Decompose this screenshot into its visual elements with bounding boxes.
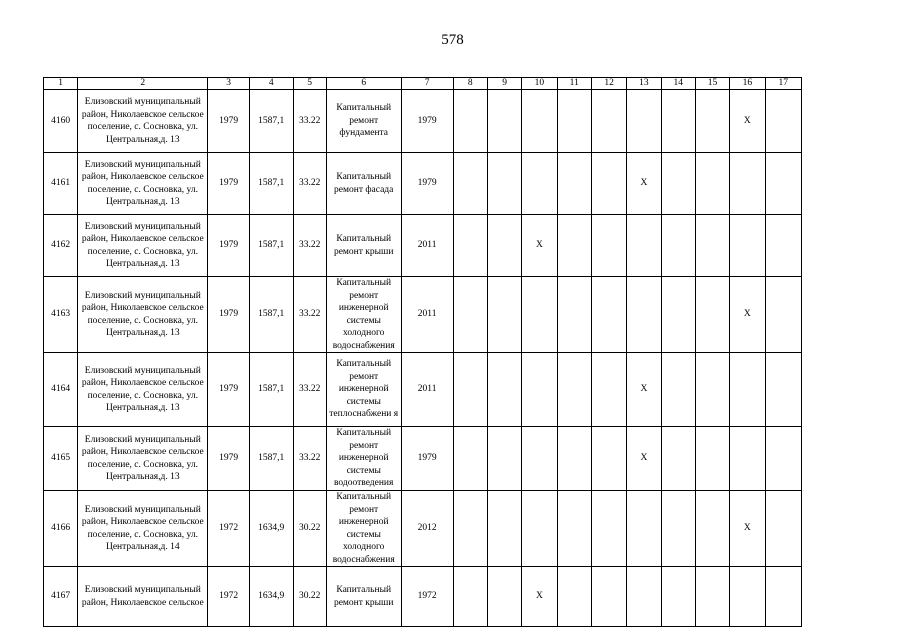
table-row bbox=[44, 353, 802, 427]
cell-last-repair-year: 2012 bbox=[401, 491, 453, 567]
cell-col-9 bbox=[487, 277, 521, 353]
table-row bbox=[44, 491, 802, 567]
cell-col-8 bbox=[453, 353, 487, 427]
column-header-13: 13 bbox=[627, 78, 661, 90]
cell-last-repair-year: 1979 bbox=[401, 153, 453, 215]
cell-wear-percent: 33.22 bbox=[293, 353, 326, 427]
cell-wear-percent: 30.22 bbox=[293, 567, 326, 627]
cell-col-9 bbox=[487, 491, 521, 567]
cell-col-17 bbox=[765, 353, 801, 427]
cell-col-10 bbox=[522, 353, 557, 427]
cell-col-17 bbox=[765, 277, 801, 353]
cell-row-number: 4161 bbox=[44, 153, 78, 215]
cell-col-10 bbox=[522, 427, 557, 491]
cell-col-12 bbox=[591, 491, 626, 567]
cell-total-area: 1587,1 bbox=[249, 277, 293, 353]
cell-last-repair-year: 2011 bbox=[401, 215, 453, 277]
cell-work-type: Капитальный ремонт инженерной системы теплоснабжени я bbox=[326, 353, 401, 427]
repair-register-table bbox=[43, 77, 802, 627]
cell-col-13 bbox=[627, 90, 661, 153]
cell-col-14 bbox=[661, 277, 695, 353]
cell-col-17 bbox=[765, 215, 801, 277]
table-body bbox=[44, 78, 802, 627]
cell-col-15 bbox=[695, 427, 729, 491]
cell-col-8 bbox=[453, 491, 487, 567]
cell-row-number: 4166 bbox=[44, 491, 78, 567]
cell-col-13 bbox=[627, 215, 661, 277]
column-header-1: 1 bbox=[44, 78, 78, 90]
cell-col-10 bbox=[522, 277, 557, 353]
cell-col-15 bbox=[695, 90, 729, 153]
cell-col-11 bbox=[557, 567, 591, 627]
cell-address: Елизовский муниципальный район, Николаевское сельское поселение, с. Сосновка, ул. Центральная,д. 13 bbox=[78, 215, 208, 277]
cell-col-15 bbox=[695, 567, 729, 627]
cell-wear-percent: 33.22 bbox=[293, 277, 326, 353]
cell-col-12 bbox=[591, 567, 626, 627]
cell-col-14 bbox=[661, 90, 695, 153]
cell-address: Елизовский муниципальный район, Николаевское сельское поселение, с. Сосновка, ул. Центральная,д. 13 bbox=[78, 427, 208, 491]
cell-col-16: Х bbox=[730, 90, 765, 153]
cell-col-12 bbox=[591, 427, 626, 491]
cell-col-15 bbox=[695, 277, 729, 353]
cell-year-built: 1979 bbox=[208, 427, 250, 491]
cell-wear-percent: 33.22 bbox=[293, 153, 326, 215]
cell-col-13: Х bbox=[627, 153, 661, 215]
cell-col-9 bbox=[487, 153, 521, 215]
cell-col-14 bbox=[661, 567, 695, 627]
column-header-8: 8 bbox=[453, 78, 487, 90]
cell-col-14 bbox=[661, 491, 695, 567]
cell-row-number: 4167 bbox=[44, 567, 78, 627]
cell-address: Елизовский муниципальный район, Николаевское сельское поселение, с. Сосновка, ул. Центральная,д. 13 bbox=[78, 353, 208, 427]
cell-year-built: 1972 bbox=[208, 491, 250, 567]
cell-col-15 bbox=[695, 353, 729, 427]
cell-last-repair-year: 2011 bbox=[401, 277, 453, 353]
cell-total-area: 1634,9 bbox=[249, 491, 293, 567]
cell-col-17 bbox=[765, 153, 801, 215]
cell-year-built: 1979 bbox=[208, 277, 250, 353]
cell-col-12 bbox=[591, 215, 626, 277]
column-header-3: 3 bbox=[208, 78, 250, 90]
cell-col-11 bbox=[557, 353, 591, 427]
cell-address: Елизовский муниципальный район, Николаевское сельское поселение, с. Сосновка, ул. Центральная,д. 13 bbox=[78, 153, 208, 215]
cell-total-area: 1587,1 bbox=[249, 90, 293, 153]
cell-col-16: Х bbox=[730, 277, 765, 353]
cell-row-number: 4160 bbox=[44, 90, 78, 153]
cell-col-13 bbox=[627, 277, 661, 353]
cell-work-type: Капитальный ремонт инженерной системы водоотведения bbox=[326, 427, 401, 491]
cell-total-area: 1587,1 bbox=[249, 353, 293, 427]
cell-col-16 bbox=[730, 427, 765, 491]
page-number: 578 bbox=[441, 32, 464, 48]
column-header-11: 11 bbox=[557, 78, 591, 90]
cell-address: Елизовский муниципальный район, Николаевское сельское поселение, с. Сосновка, ул. Центральная,д. 13 bbox=[78, 90, 208, 153]
cell-col-11 bbox=[557, 491, 591, 567]
column-header-17: 17 bbox=[765, 78, 801, 90]
cell-row-number: 4164 bbox=[44, 353, 78, 427]
cell-row-number: 4162 bbox=[44, 215, 78, 277]
cell-last-repair-year: 1979 bbox=[401, 427, 453, 491]
cell-col-12 bbox=[591, 277, 626, 353]
cell-col-11 bbox=[557, 427, 591, 491]
cell-col-8 bbox=[453, 277, 487, 353]
cell-address: Елизовский муниципальный район, Николаевское сельское поселение, с. Сосновка, ул. Центральная,д. 14 bbox=[78, 491, 208, 567]
cell-year-built: 1979 bbox=[208, 353, 250, 427]
cell-row-number: 4165 bbox=[44, 427, 78, 491]
cell-year-built: 1972 bbox=[208, 567, 250, 627]
table-row bbox=[44, 153, 802, 215]
cell-col-13 bbox=[627, 567, 661, 627]
column-header-9: 9 bbox=[487, 78, 521, 90]
cell-work-type: Капитальный ремонт крыши bbox=[326, 567, 401, 627]
cell-col-12 bbox=[591, 153, 626, 215]
cell-col-17 bbox=[765, 567, 801, 627]
cell-work-type: Капитальный ремонт фасада bbox=[326, 153, 401, 215]
cell-col-8 bbox=[453, 90, 487, 153]
cell-total-area: 1587,1 bbox=[249, 215, 293, 277]
table-row bbox=[44, 90, 802, 153]
cell-col-13: Х bbox=[627, 353, 661, 427]
cell-col-17 bbox=[765, 427, 801, 491]
cell-year-built: 1979 bbox=[208, 153, 250, 215]
cell-col-9 bbox=[487, 427, 521, 491]
cell-col-17 bbox=[765, 491, 801, 567]
cell-last-repair-year: 1979 bbox=[401, 90, 453, 153]
cell-address: Елизовский муниципальный район, Николаевское сельское bbox=[78, 567, 208, 627]
cell-col-8 bbox=[453, 567, 487, 627]
cell-col-12 bbox=[591, 353, 626, 427]
cell-col-13: Х bbox=[627, 427, 661, 491]
cell-col-8 bbox=[453, 427, 487, 491]
cell-col-16 bbox=[730, 215, 765, 277]
cell-col-14 bbox=[661, 353, 695, 427]
cell-col-10 bbox=[522, 90, 557, 153]
cell-total-area: 1634,9 bbox=[249, 567, 293, 627]
cell-address: Елизовский муниципальный район, Николаевское сельское поселение, с. Сосновка, ул. Центральная,д. 13 bbox=[78, 277, 208, 353]
cell-year-built: 1979 bbox=[208, 90, 250, 153]
cell-col-11 bbox=[557, 215, 591, 277]
cell-col-16 bbox=[730, 353, 765, 427]
column-header-2: 2 bbox=[78, 78, 208, 90]
cell-col-14 bbox=[661, 153, 695, 215]
cell-col-9 bbox=[487, 90, 521, 153]
column-header-15: 15 bbox=[695, 78, 729, 90]
cell-col-11 bbox=[557, 277, 591, 353]
cell-last-repair-year: 1972 bbox=[401, 567, 453, 627]
cell-total-area: 1587,1 bbox=[249, 427, 293, 491]
cell-col-13 bbox=[627, 491, 661, 567]
column-header-5: 5 bbox=[293, 78, 326, 90]
cell-col-10: Х bbox=[522, 567, 557, 627]
column-header-4: 4 bbox=[249, 78, 293, 90]
cell-work-type: Капитальный ремонт инженерной системы холодного водоснабжения bbox=[326, 277, 401, 353]
cell-col-10 bbox=[522, 491, 557, 567]
column-header-10: 10 bbox=[522, 78, 557, 90]
cell-work-type: Капитальный ремонт фундамента bbox=[326, 90, 401, 153]
column-header-14: 14 bbox=[661, 78, 695, 90]
cell-col-9 bbox=[487, 353, 521, 427]
cell-col-16 bbox=[730, 153, 765, 215]
table-row bbox=[44, 215, 802, 277]
column-header-12: 12 bbox=[591, 78, 626, 90]
cell-wear-percent: 33.22 bbox=[293, 427, 326, 491]
table-row bbox=[44, 567, 802, 627]
column-header-16: 16 bbox=[730, 78, 765, 90]
cell-wear-percent: 33.22 bbox=[293, 90, 326, 153]
cell-col-15 bbox=[695, 491, 729, 567]
cell-col-9 bbox=[487, 215, 521, 277]
cell-col-11 bbox=[557, 153, 591, 215]
cell-row-number: 4163 bbox=[44, 277, 78, 353]
cell-year-built: 1979 bbox=[208, 215, 250, 277]
table-row bbox=[44, 427, 802, 491]
cell-wear-percent: 33.22 bbox=[293, 215, 326, 277]
cell-col-16: Х bbox=[730, 491, 765, 567]
cell-col-17 bbox=[765, 90, 801, 153]
cell-col-15 bbox=[695, 153, 729, 215]
cell-col-9 bbox=[487, 567, 521, 627]
cell-col-10 bbox=[522, 153, 557, 215]
cell-col-14 bbox=[661, 215, 695, 277]
cell-total-area: 1587,1 bbox=[249, 153, 293, 215]
cell-col-11 bbox=[557, 90, 591, 153]
column-header-7: 7 bbox=[401, 78, 453, 90]
cell-col-8 bbox=[453, 153, 487, 215]
cell-col-14 bbox=[661, 427, 695, 491]
cell-work-type: Капитальный ремонт инженерной системы холодного водоснабжения bbox=[326, 491, 401, 567]
cell-col-12 bbox=[591, 90, 626, 153]
cell-col-16 bbox=[730, 567, 765, 627]
cell-last-repair-year: 2011 bbox=[401, 353, 453, 427]
table-row bbox=[44, 277, 802, 353]
cell-col-15 bbox=[695, 215, 729, 277]
cell-col-8 bbox=[453, 215, 487, 277]
cell-work-type: Капитальный ремонт крыши bbox=[326, 215, 401, 277]
header-row bbox=[44, 78, 802, 90]
column-header-6: 6 bbox=[326, 78, 401, 90]
cell-wear-percent: 30.22 bbox=[293, 491, 326, 567]
cell-col-10: Х bbox=[522, 215, 557, 277]
